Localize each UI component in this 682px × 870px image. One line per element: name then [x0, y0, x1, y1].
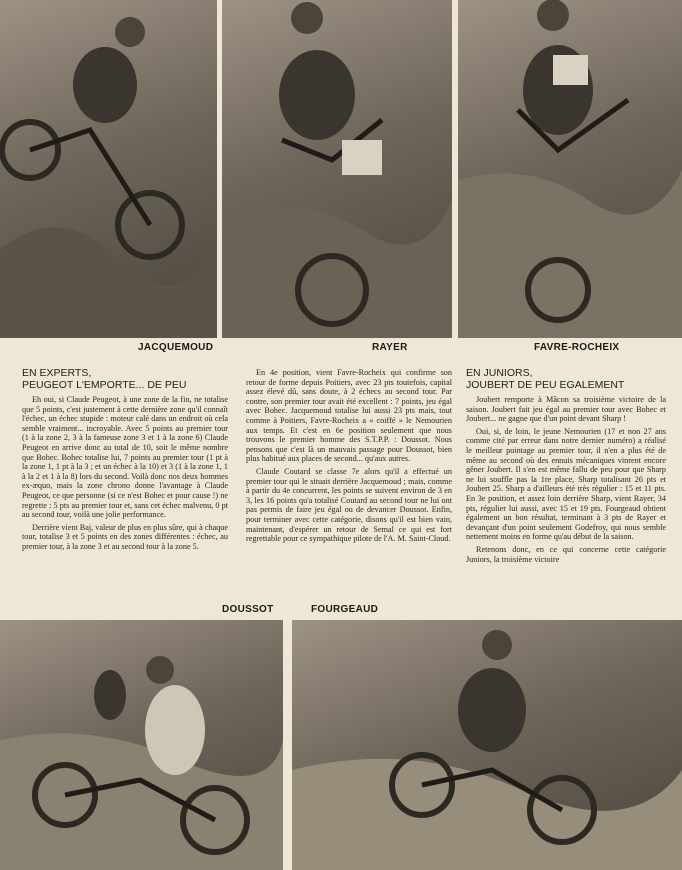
col2-paragraph-1: En 4e position, vient Favre-Rocheix qui confirme son retour de forme depuis Poitiers, avec 23 pts toutefois, capital assez élevé dû, sans doute, à 2 échecs au second tour. Par contre, son premier tour avait été excellent : 7 points, jeu égal avec Bohec. Jacquemoud totalise lui aussi 23 pts mais, tout comme à Poitiers, Favre-Rocheix a « coiffé » le Nemourien aux temps. Et c'est en 6e position seulement que nous trouvons le premier homme des S.T.P.P. : Doussot. Nous pensons que c'est là un mauvais passage pour Doussot, bien plus habitué aux places de second... qu'aux autres. [246, 368, 452, 464]
photo-favre-rocheix [458, 0, 682, 338]
photo-fourgeaud [292, 620, 682, 870]
heading-experts-line2: PEUGEOT L'EMPORTE... DE PEU [22, 378, 187, 391]
heading-experts [22, 368, 228, 391]
col1-paragraph-2: Derrière vient Baj, valeur de plus en plus sûre, qui à chaque tour, totalise 3 et 5 points en des zones différentes : échec, au premier tour, à la zone 3 et au second tour à la zone 5. [22, 522, 228, 551]
article-column-1 [22, 368, 228, 600]
heading-experts-line1: EN EXPERTS, [22, 368, 92, 379]
photo-jacquemoud [0, 0, 217, 338]
heading-juniors-line2: JOUBERT DE PEU EGALEMENT [466, 378, 625, 391]
heading-juniors-line1: EN JUNIORS, [466, 368, 533, 379]
col3-paragraph-2: Oui, si, de loin, le jeune Nemourien (17 et non 27 ans comme cité par erreur dans notre dernier numéro) a réalisé le meilleur pointage au premier tour, il n'en a plus été de même au second où des ennuis mécaniques vinrent encore gêner Joubert. Il s'en est même fallu de peu pour que Sharp ne lui souffle pas la 1re place, Sharp totalisant 26 pts et Joubert 25. Sharp a d'ailleurs été très régulier : 15 et 11 pts. En 3e position, et assez loin derrière Sharp, vient Rayer, 34 pts, régulier lui aussi, avec 15 et 19 pts. Fourgeaud obtient également un bon résultat, terminant à 3 pts de Rayer et devançant d'un point seulement Godefroy, qui nous semble nettement moins en forme qu'au début de la saison. [466, 426, 666, 542]
caption-rayer: RAYER [372, 342, 408, 353]
photo-doussot [0, 620, 283, 870]
caption-favre-rocheix: FAVRE-ROCHEIX [534, 342, 620, 353]
caption-jacquemoud: JACQUEMOUD [138, 342, 214, 353]
caption-fourgeaud: FOURGEAUD [311, 604, 379, 615]
article-column-3 [466, 368, 666, 600]
col1-paragraph-1: Eh oui, si Claude Peugeot, à une zone de la fin, ne totalise que 5 points, c'est justement à cette dernière zone qu'il connaît l'échec, un échec stupide : moteur calé dans un endroit où cela semble vraiment... incroyable. Avec 5 points au premier tour (1 à la zone 2, 3 à la fameuse zone 3 et 1 à la zone 6) Claude Peugeot en arrive donc au total de 10, soit le même nombre que Bohec. Bohec totalise lui, 7 points au premier tour (1 pt à la zone 1, 1 pt à la 3 ; et un échec à la 10) et 3 (1 à la zone 1, 1 à la 2 et 1 à la 8) lors du second. Voilà donc nos deux hommes ex-æquo, mais la zone chrono donne l'avantage à Claude Peugeot, ce que personne (si ce n'est Bohec et pour cause !) ne regrette : 5 pts au premier tour et, sans cet échec malvenu, 0 pt au second tour, voilà une jolie performance. [22, 395, 228, 520]
col3-paragraph-3: Retenons donc, en ce qui concerne cette catégorie Juniors, la troisième victoire [466, 544, 666, 564]
heading-juniors [466, 368, 666, 391]
caption-doussot: DOUSSOT [222, 604, 274, 615]
photo-rayer [222, 0, 452, 338]
col2-paragraph-2: Claude Coutard se classe 7e alors qu'il a effectué un premier tour qui le situait derrière Jacquemoud ; mais, comme à partir du 4e concurrent, les points se suivent environ de 3 en 3, les 16 points qu'a totalisé Coutard au second tour ne lui ont pas permis de faire jeu égal ou de devancer Doussot. Enfin, pour terminer avec cette catégorie, disons qu'il est bien vain, maintenant, d'espérer un retour de Semal ce qui est fort regrettable pour ce sympathique pilote de l'A. M. Saint-Cloud. [246, 466, 452, 544]
article-column-2 [246, 368, 452, 600]
col3-paragraph-1: Joubert remporte à Mâcon sa troisième victoire de la saison. Joubert fait jeu égal au premier tour avec Bohec et Joubert... ne gagne que d'un point devant Sharp ! [466, 395, 666, 424]
